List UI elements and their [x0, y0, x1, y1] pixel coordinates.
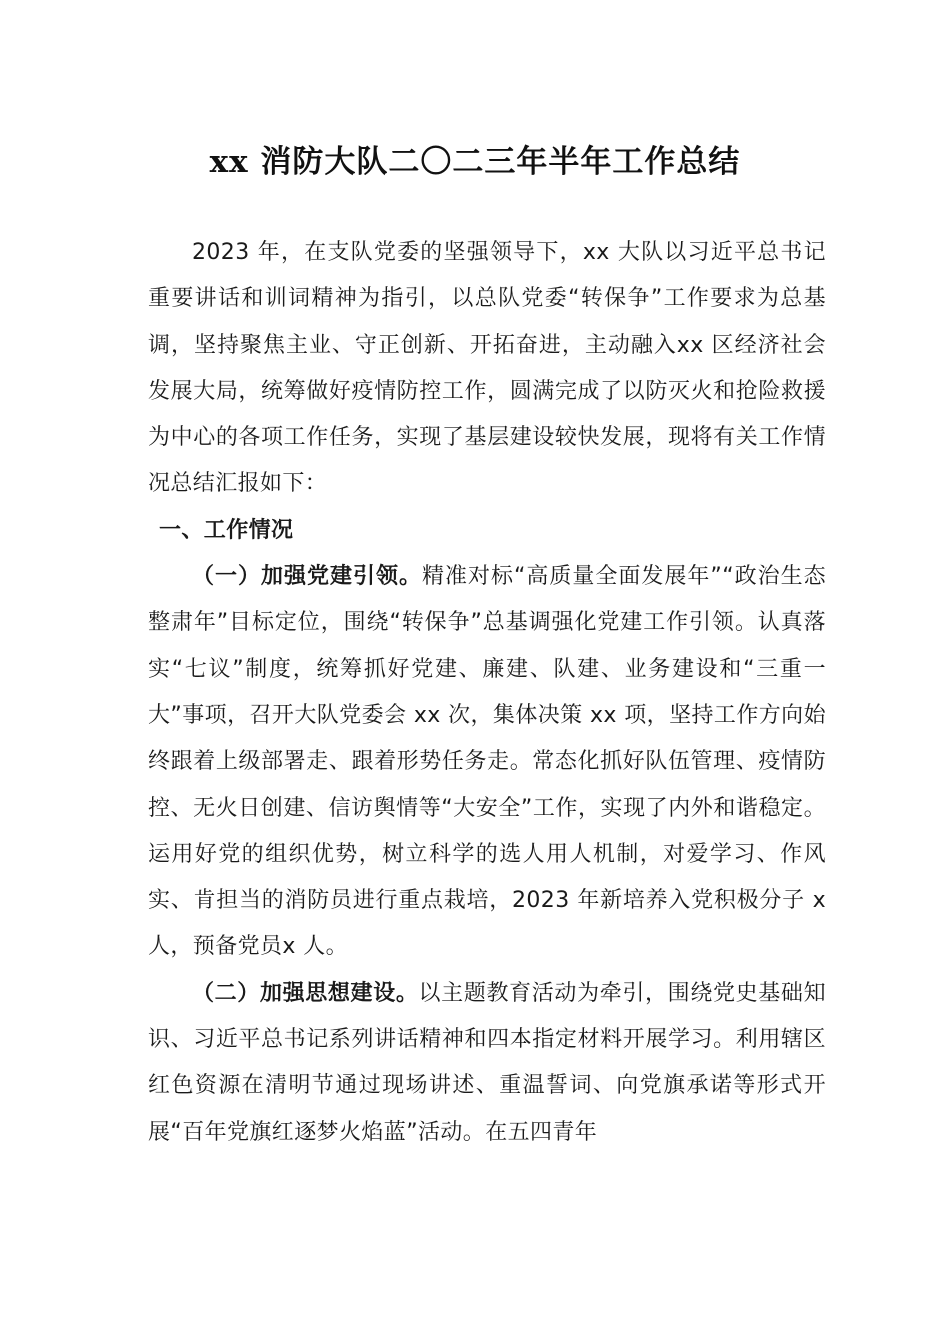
section-heading: 一、工作情况	[159, 517, 294, 543]
item-lead-2: （二）加强思想建设。	[192, 980, 419, 1006]
document-title: xx 消防大队二〇二三年半年工作总结	[209, 144, 741, 180]
item-text-1: 精准对标“高质量全面发展年”“政治生态整肃年”目标定位，围绕“转保争”总基调强化党建工作引领。认真落实“七议”制度，统筹抓好党建、廉建、队建、业务建设和“三重一大”事项，召开大队党委会 xx 次，集体决策 xx 项，坚持工作方向始终跟着上级部署走、跟着形势任务走。常态化抓好队伍管理、疫情防控、无火日创建、信访舆情等“大安全”工作，实现了内外和谐稳定。运用好党的组织优势，树立科学的选人用人机制，对爱学习、作风实、肯担当的消防员进行重点栽培，2023 年新培养入党积极分子 x 人，预备党员x 人。	[148, 564, 826, 960]
item-paragraph-2	[148, 971, 826, 1156]
item-paragraph-1	[148, 554, 826, 971]
item-lead-1: （一）加强党建引领。	[192, 564, 422, 590]
document-body	[148, 230, 826, 1156]
intro-paragraph: 2023 年，在支队党委的坚强领导下，xx 大队以习近平总书记重要讲话和训词精神为指引，以总队党委“转保争”工作要求为总基调，坚持聚焦主业、守正创新、开拓奋进，主动融入xx 区经济社会发展大局，统筹做好疫情防控工作，圆满完成了以防灭火和抢险救援为中心的各项工作任务，实现了基层建设较快发展，现将有关工作情况总结汇报如下：	[148, 240, 827, 497]
item-text-2: 以主题教育活动为牵引，围绕党史基础知识、习近平总书记系列讲话精神和四本指定材料开展学习。利用辖区红色资源在清明节通过现场讲述、重温誓词、向党旗承诺等形式开展“百年党旗红逐梦火焰蓝”活动。在五四青年	[148, 980, 826, 1145]
